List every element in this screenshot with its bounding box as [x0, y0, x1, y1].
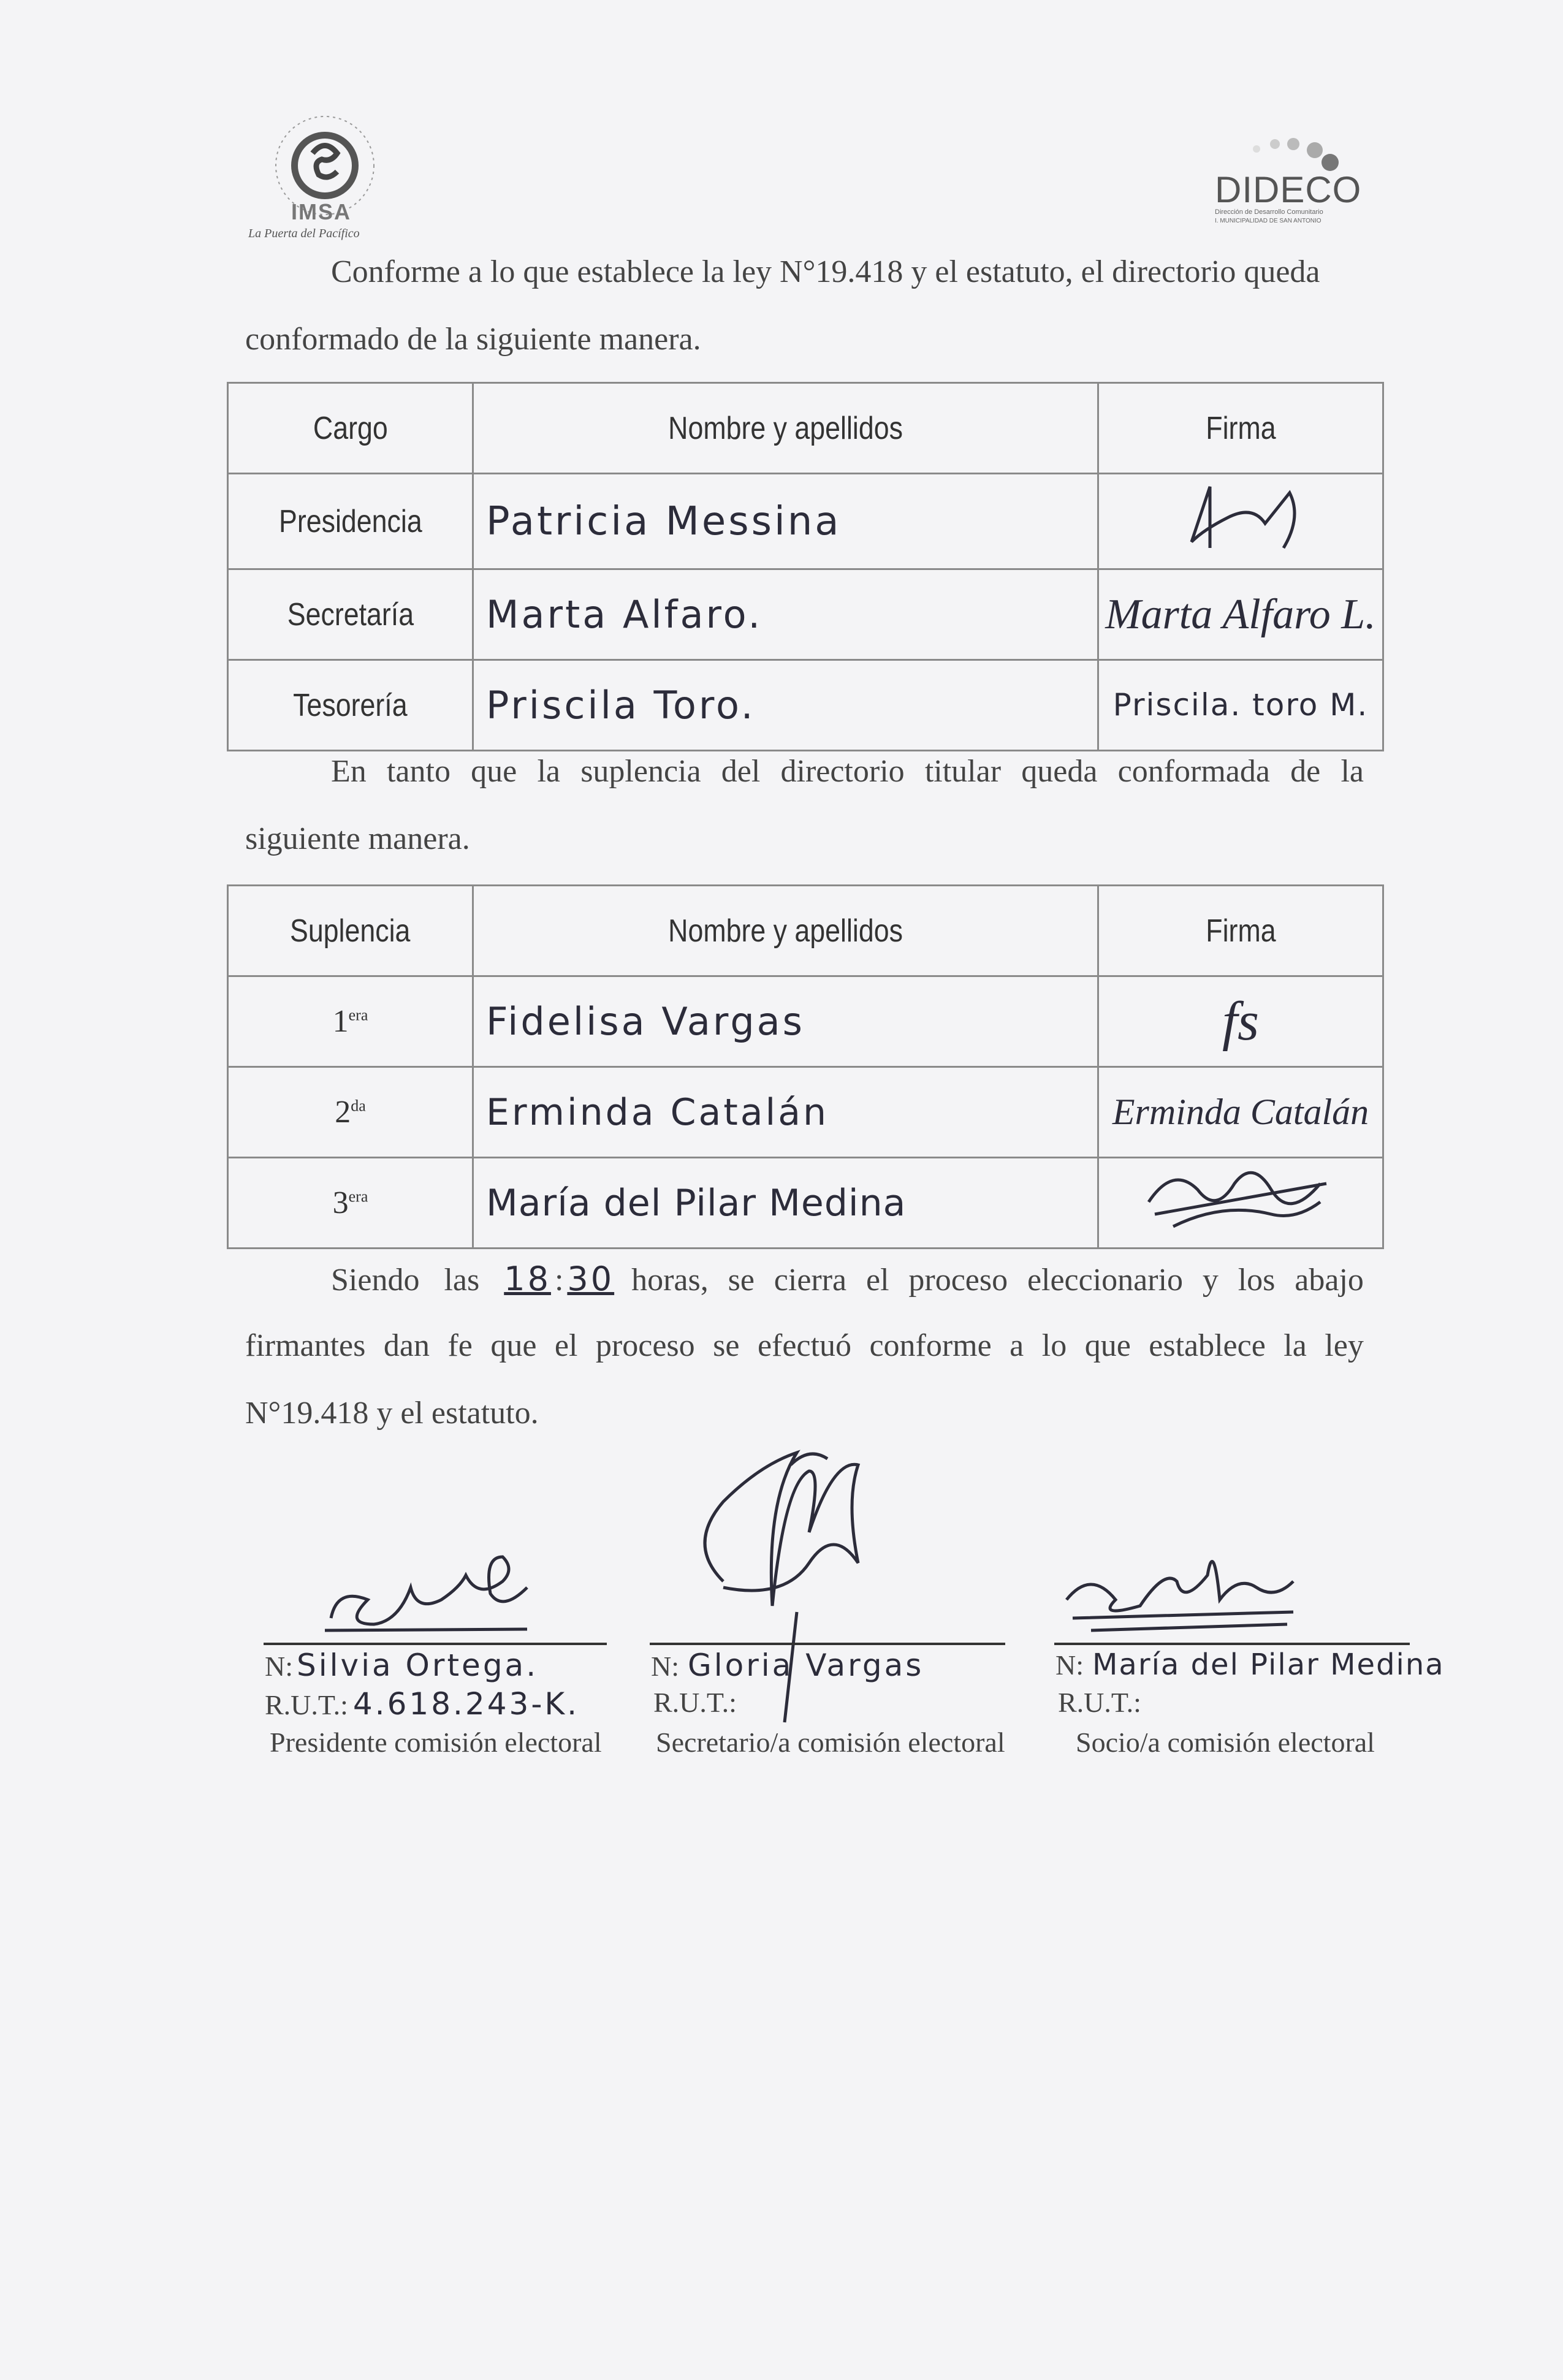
dideco-sub1: Dirección de Desarrollo Comunitario	[1215, 208, 1323, 216]
firma-cell: fs	[1098, 976, 1383, 1067]
signature-ortega-icon	[319, 1551, 539, 1649]
signature-line-3	[1054, 1643, 1410, 1645]
cargo-cell: Tesorería	[228, 660, 473, 751]
nombre-cell: Erminda Catalán	[473, 1067, 1098, 1158]
closing-line-1: Siendo las 18 : 30 horas, se cierra el proceso eleccionario y los abajo	[331, 1260, 1364, 1298]
closing-line-3: N°19.418 y el estatuto.	[245, 1396, 539, 1431]
firma-cell	[1098, 1158, 1383, 1249]
header-nombre: Nombre y apellidos	[473, 383, 1098, 474]
table-row	[228, 660, 1383, 751]
signature-medina-icon	[1054, 1551, 1312, 1649]
table-header-row	[228, 383, 1383, 474]
suplencia-cell: $3^{era}$	[228, 1158, 473, 1249]
signer-2-name-row: N: Gloria Vargas	[651, 1648, 924, 1683]
signer-3-rut-row: R.U.T.:	[1058, 1687, 1141, 1718]
firma-cell	[1098, 474, 1383, 569]
signature-scribble-icon	[1136, 1159, 1345, 1239]
signer-1-rut-row: R.U.T.: 4.618.243-K.	[265, 1686, 580, 1722]
firma-cell: Priscila. toro M.	[1098, 660, 1383, 751]
signer-2-role: Secretario/a comisión electoral	[656, 1727, 1005, 1758]
nombre-cell: Fidelisa Vargas	[473, 976, 1098, 1067]
cargo-cell: Presidencia	[228, 474, 473, 569]
header-nombre: Nombre y apellidos	[473, 886, 1098, 976]
signer-1-name-row: N: Silvia Ortega.	[265, 1648, 539, 1683]
signer-3-name-row: N: María del Pilar Medina	[1055, 1648, 1445, 1682]
nombre-cell: Patricia Messina	[473, 474, 1098, 569]
dideco-sub2: I. MUNICIPALIDAD DE SAN ANTONIO	[1215, 218, 1322, 224]
dideco-logo-text: DIDECO	[1215, 169, 1362, 210]
imsa-logo-motto: La Puerta del Pacífico	[248, 227, 360, 240]
firma-cell: Erminda Catalán	[1098, 1067, 1383, 1158]
nombre-cell: Marta Alfaro.	[473, 569, 1098, 660]
header-suplencia: Suplencia	[228, 886, 473, 976]
imsa-logo-text: IMSA	[291, 199, 351, 224]
firma-cell: Marta Alfaro L.	[1098, 569, 1383, 660]
hour-field: 18	[504, 1260, 551, 1298]
intro-line-2: conformado de la siguiente manera.	[245, 322, 701, 357]
middle-line-1: En tanto que la suplencia del directorio titular queda conformada de la	[331, 754, 1364, 789]
signer-2-rut-row: R.U.T.:	[653, 1687, 737, 1718]
closing-line-2: firmantes dan fe que el proceso se efectuó conforme a lo que establece la ley	[245, 1328, 1364, 1363]
intro-line-1: Conforme a lo que establece la ley N°19.418 y el estatuto, el directorio queda	[331, 254, 1320, 289]
table-row	[228, 1158, 1383, 1249]
cargo-cell: Secretaría	[228, 569, 473, 660]
signature-presidencia-icon	[1149, 474, 1333, 560]
minute-field: 30	[567, 1260, 615, 1298]
imsa-logo	[242, 110, 408, 245]
imsa-emblem-icon	[242, 110, 408, 245]
directorio-table	[227, 382, 1384, 751]
nombre-cell: María del Pilar Medina	[473, 1158, 1098, 1249]
table-header-row	[228, 886, 1383, 976]
header-firma: Firma	[1098, 383, 1383, 474]
table-row	[228, 474, 1383, 569]
table-row	[228, 569, 1383, 660]
middle-line-2: siguiente manera.	[245, 821, 470, 856]
suplencia-table	[227, 884, 1384, 1249]
signer-3-role: Socio/a comisión electoral	[1076, 1727, 1375, 1758]
dideco-logo	[1207, 132, 1373, 230]
nombre-cell: Priscila Toro.	[473, 660, 1098, 751]
signature-3	[1054, 1551, 1312, 1649]
signature-line-2	[650, 1643, 1005, 1645]
header-firma: Firma	[1098, 886, 1383, 976]
table-row	[228, 976, 1383, 1067]
header-cargo: Cargo	[228, 383, 473, 474]
signer-1-role: Presidente comisión electoral	[270, 1727, 602, 1758]
table-row	[228, 1067, 1383, 1158]
signature-line-1	[264, 1643, 607, 1645]
suplencia-cell: $2^{da}$	[228, 1067, 473, 1158]
suplencia-cell: $1^{era}$	[228, 976, 473, 1067]
signature-1	[319, 1551, 539, 1649]
